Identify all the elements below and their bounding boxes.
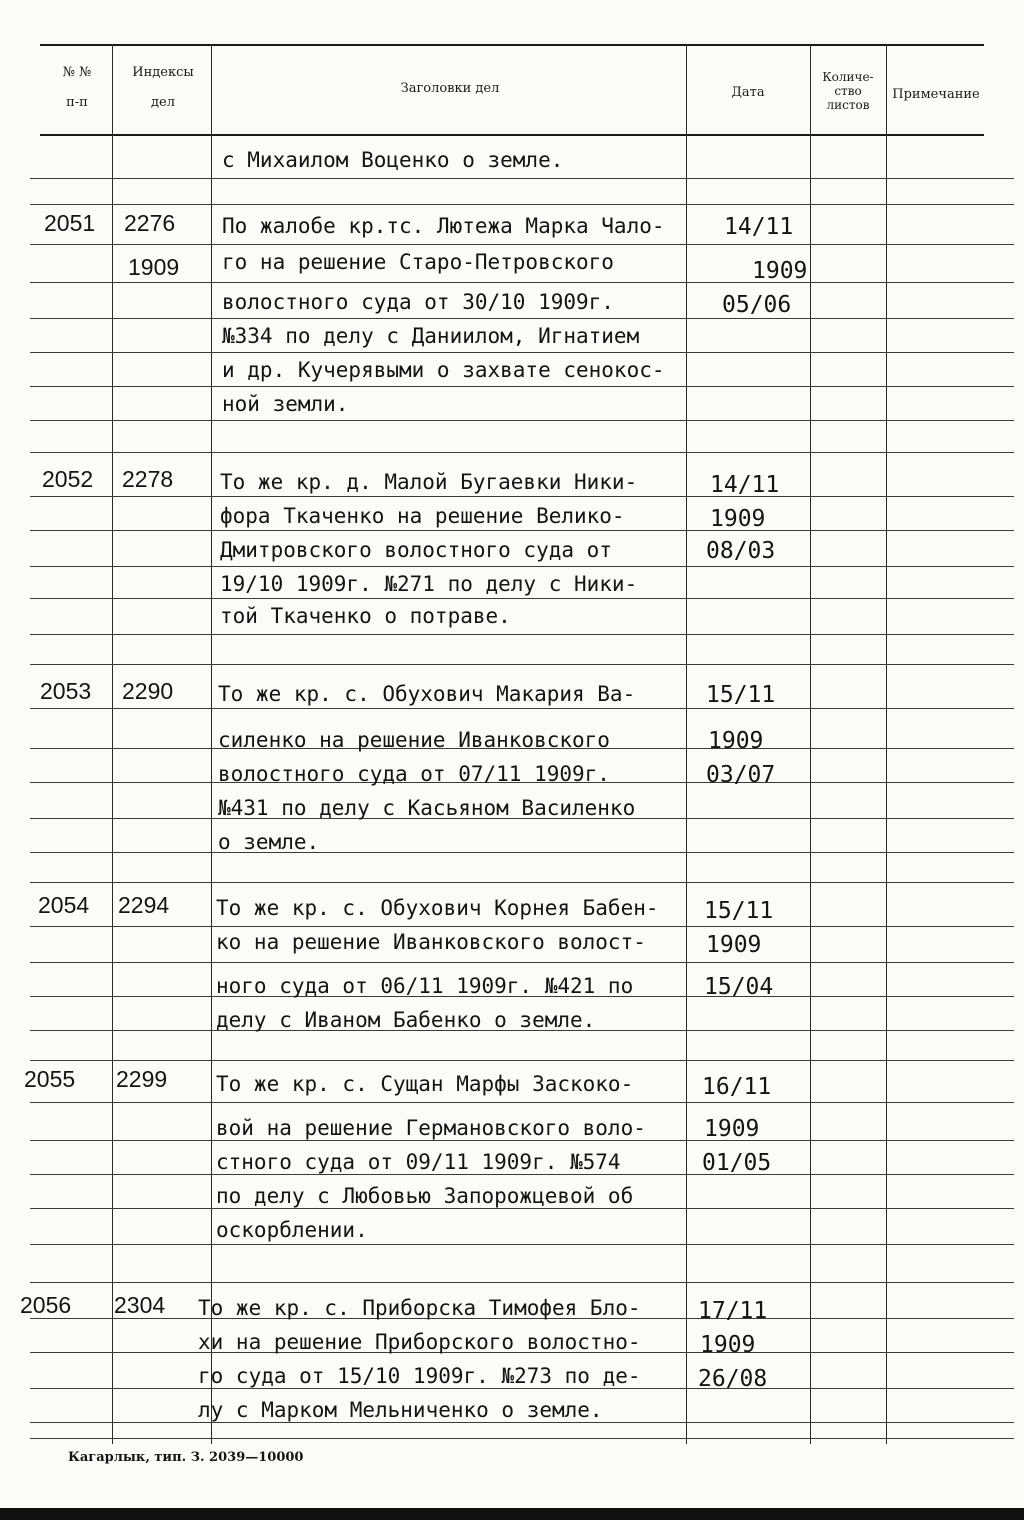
entry-title-line: ного суда от 06/11 1909г. №421 по [216, 974, 634, 998]
entry-date: 26/08 [698, 1366, 768, 1392]
ruled-line [30, 452, 1014, 453]
ruled-line [30, 352, 1014, 353]
column-separator [112, 44, 113, 1444]
entry-number: 2054 [38, 892, 90, 918]
entry-title-line: То же кр. с. Сущан Марфы Заскоко- [216, 1072, 634, 1096]
entry-title-line: делу с Иваном Бабенко о земле. [216, 1008, 596, 1032]
entry-title-line: лу с Марком Мельниченко о земле. [198, 1398, 603, 1422]
entry-index: 2304 [114, 1292, 166, 1318]
entry-title-line: волостного суда от 07/11 1909г. [218, 762, 610, 786]
header-notes: Примечание [892, 87, 980, 102]
ruled-line [30, 1244, 1014, 1245]
header-date: Дата [731, 85, 765, 100]
entry-date: 03/07 [706, 762, 776, 788]
entry-title-line: по делу с Любовью Запорожцевой об [216, 1184, 634, 1208]
ruled-line [30, 244, 1014, 245]
ruled-line [30, 178, 1014, 179]
entry-title-line: Дмитровского волостного суда от [220, 538, 612, 562]
entry-date: 08/03 [706, 538, 776, 564]
column-separator [686, 44, 687, 1444]
entry-date: 1909 [704, 1116, 760, 1142]
header-sheets: Количе- ство листов [822, 70, 874, 112]
column-separator [886, 44, 887, 1444]
entry-date: 1909 [700, 1332, 756, 1358]
header-title: Заголовки дел [400, 81, 500, 96]
entry-number: 2056 [20, 1292, 72, 1318]
ruled-line [30, 926, 1014, 927]
ruled-line [30, 1102, 1014, 1103]
entry-title-line: №334 по делу с Даниилом, Игнатием [222, 324, 640, 348]
printer-imprint: Кагарлык, тип. З. 2039—10000 [68, 1450, 304, 1465]
entry-title-line: го суда от 15/10 1909г. №273 по де- [198, 1364, 641, 1388]
entry-number: 2052 [42, 466, 94, 492]
entry-title-line: вой на решение Германовского воло- [216, 1116, 646, 1140]
entry-number: 2051 [44, 210, 96, 236]
ruled-line [30, 1208, 1014, 1209]
entry-title-line: ной земли. [222, 392, 349, 416]
entry-title-line: оскорблении. [216, 1218, 368, 1242]
entry-date: 15/04 [704, 974, 774, 1000]
entry-title-line: го на решение Старо-Петровского [222, 250, 614, 274]
ruled-line [30, 598, 1014, 599]
table-top-border [40, 44, 984, 46]
ruled-line [30, 1388, 1014, 1389]
entry-title-line: То же кр. д. Малой Бугаевки Ники- [220, 470, 638, 494]
entry-index: 2294 [118, 892, 170, 918]
entry-title-line: волостного суда от 30/10 1909г. [222, 290, 614, 314]
entry-title-line: стного суда от 09/11 1909г. №574 [216, 1150, 621, 1174]
entry-title-line: То же кр. с. Приборска Тимофея Бло- [198, 1296, 641, 1320]
ruled-line [30, 664, 1014, 665]
entry-date: 14/11 [724, 214, 794, 240]
entry-title-line: той Ткаченко о потраве. [220, 604, 511, 628]
entry-date: 15/11 [704, 898, 774, 924]
entry-index: 2299 [116, 1066, 168, 1092]
entry-title-line: То же кр. с. Обухович Корнея Бабен- [216, 896, 659, 920]
ruled-line [30, 496, 1014, 497]
column-separator [810, 44, 811, 1444]
entry-date: 16/11 [702, 1074, 772, 1100]
ruled-line [30, 1282, 1014, 1283]
entry-number: 2055 [24, 1066, 76, 1092]
entry-title-line: силенко на решение Иванковского [218, 728, 610, 752]
entry-date: 1909 [710, 506, 766, 532]
ruled-line [30, 1060, 1014, 1061]
entry-title-line: То же кр. с. Обухович Макария Ва- [218, 682, 636, 706]
ruled-line [30, 634, 1014, 635]
ruled-line [30, 530, 1014, 531]
header-bottom-border [40, 134, 984, 136]
carryover-line: с Михаилом Воценко о земле. [222, 148, 564, 172]
entry-index: 2278 [122, 466, 174, 492]
ruled-line [30, 1140, 1014, 1141]
ruled-line [30, 204, 1014, 205]
entry-index-year: 1909 [128, 254, 180, 280]
entry-title-line: о земле. [218, 830, 320, 854]
entry-title-line: и др. Кучерявыми о захвате сенокос- [222, 358, 665, 382]
ruled-line [30, 882, 1014, 883]
header-num-line1: № № [62, 65, 92, 80]
entry-title-line: По жалобе кр.тс. Лютежа Марка Чало- [222, 214, 665, 238]
ruled-line [30, 962, 1014, 963]
ruled-line [30, 1174, 1014, 1175]
entry-date: 1909 [706, 932, 762, 958]
ruled-line [30, 1422, 1014, 1423]
ruled-line [30, 386, 1014, 387]
entry-title-line: 19/10 1909г. №271 по делу с Ники- [220, 572, 638, 596]
entry-date: 01/05 [702, 1150, 772, 1176]
ruled-line [30, 1438, 1014, 1439]
entry-date: 1909 [752, 258, 808, 284]
ruled-line [30, 318, 1014, 319]
entry-title-line: ко на решение Иванковского волост- [216, 930, 646, 954]
ruled-line [30, 282, 1014, 283]
entry-date: 15/11 [706, 682, 776, 708]
ruled-line [30, 566, 1014, 567]
column-separator [211, 44, 212, 1444]
entry-date: 05/06 [722, 292, 792, 318]
entry-title-line: №431 по делу с Касьяном Василенко [218, 796, 636, 820]
entry-date: 14/11 [710, 472, 780, 498]
header-index-line1: Индексы [132, 65, 194, 80]
entry-date: 17/11 [698, 1298, 768, 1324]
entry-date: 1909 [708, 728, 764, 754]
entry-number: 2053 [40, 678, 92, 704]
header-num-line2: п-п [66, 95, 88, 110]
entry-title-line: фора Ткаченко на решение Велико- [220, 504, 625, 528]
entry-title-line: хи на решение Приборского волостно- [198, 1330, 641, 1354]
ruled-line [30, 708, 1014, 709]
ruled-line [30, 852, 1014, 853]
ruled-line [30, 420, 1014, 421]
entry-index: 2276 [124, 210, 176, 236]
scan-edge-bar [0, 1508, 1024, 1520]
entry-index: 2290 [122, 678, 174, 704]
header-index-line2: дел [151, 95, 175, 110]
